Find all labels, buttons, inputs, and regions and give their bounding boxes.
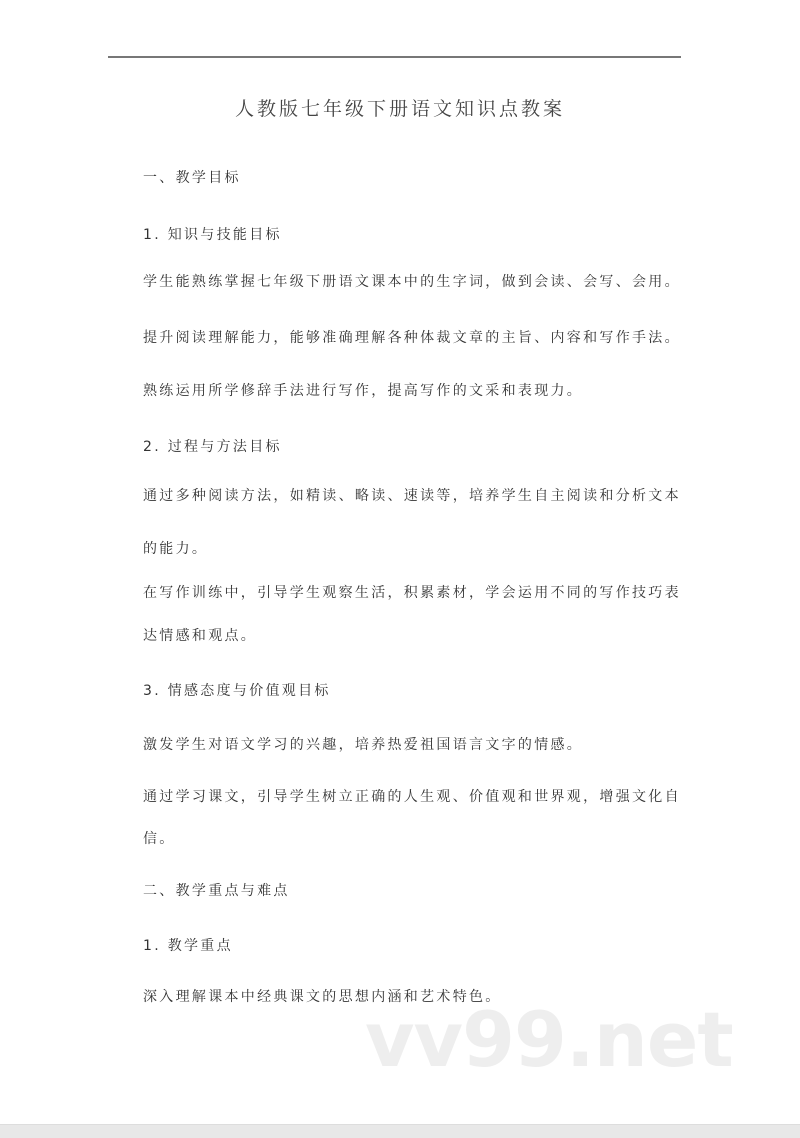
paragraph-line: 信。 [143, 831, 176, 847]
paragraph-line: 深入理解课本中经典课文的思想内涵和艺术特色。 [143, 989, 502, 1005]
subsection-heading: 1. 知识与技能目标 [143, 227, 282, 243]
header-rule [108, 56, 681, 58]
paragraph-line: 激发学生对语文学习的兴趣，培养热爱祖国语言文字的情感。 [143, 737, 584, 753]
section-heading: 二、教学重点与难点 [143, 883, 290, 899]
subsection-heading: 1. 教学重点 [143, 938, 233, 954]
paragraph-line: 的能力。 [143, 541, 209, 557]
paragraph-line: 学生能熟练掌握七年级下册语文课本中的生字词，做到会读、会写、会用。 [143, 274, 681, 290]
paragraph-line: 在写作训练中，引导学生观察生活，积累素材，学会运用不同的写作技巧表 [143, 585, 681, 601]
paragraph-line: 通过多种阅读方法，如精读、略读、速读等，培养学生自主阅读和分析文本 [143, 488, 681, 504]
watermark: vv99.net [365, 995, 733, 1084]
paragraph-line: 提升阅读理解能力，能够准确理解各种体裁文章的主旨、内容和写作手法。 [143, 330, 681, 346]
paragraph-line: 达情感和观点。 [143, 628, 258, 644]
section-heading: 一、教学目标 [143, 170, 241, 186]
document-title: 人教版七年级下册语文知识点教案 [234, 98, 565, 120]
subsection-heading: 2. 过程与方法目标 [143, 439, 282, 455]
page-bottom-edge [0, 1124, 800, 1138]
paragraph-line: 熟练运用所学修辞手法进行写作，提高写作的文采和表现力。 [143, 383, 584, 399]
paragraph-line: 通过学习课文，引导学生树立正确的人生观、价值观和世界观，增强文化自 [143, 789, 681, 805]
subsection-heading: 3. 情感态度与价值观目标 [143, 683, 331, 699]
